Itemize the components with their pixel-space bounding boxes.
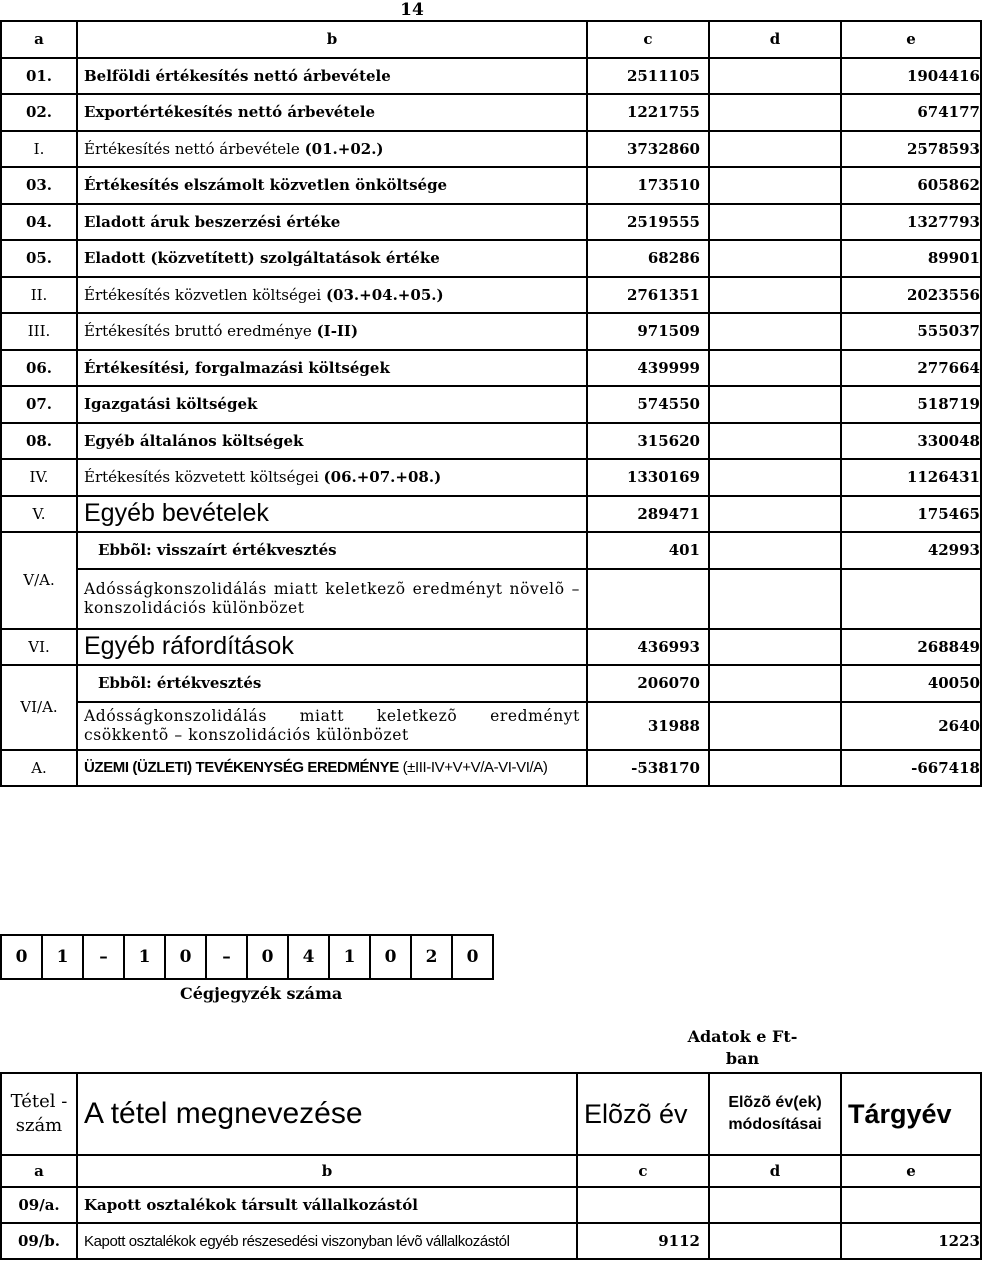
- row-value-d: [709, 532, 841, 569]
- row-value-e: [841, 569, 981, 629]
- registry-digit: –: [83, 935, 124, 979]
- row-value-c: [587, 569, 709, 629]
- row-formula: (01.+02.): [304, 139, 384, 158]
- row-value-d: [709, 459, 841, 496]
- column-header-row: [1, 1155, 981, 1187]
- header-c: c: [577, 1155, 709, 1187]
- row-label-text: Értékesítés közvetlen költségei: [84, 285, 322, 304]
- table-row: [1, 240, 981, 277]
- row-value-c: 2761351: [587, 277, 709, 314]
- header-b: b: [77, 21, 587, 58]
- row-value-e: 605862: [841, 167, 981, 204]
- row-code: 03.: [1, 167, 77, 204]
- row-value-e: 268849: [841, 629, 981, 666]
- row-value-c: 574550: [587, 386, 709, 423]
- table-row: [1, 1187, 981, 1223]
- row-label: Kapott osztalékok egyéb részesedési viszonyban lévõ vállalkozástól: [77, 1223, 577, 1259]
- row-code: 09/a.: [1, 1187, 77, 1223]
- row-value-e: 175465: [841, 496, 981, 533]
- title-item-number: Tétel - szám: [1, 1073, 77, 1155]
- row-value-e: 40050: [841, 665, 981, 702]
- row-formula: (06.+07.+08.): [323, 468, 442, 487]
- row-value-c: 206070: [587, 665, 709, 702]
- table-row: [1, 532, 981, 569]
- row-value-e: 1223: [841, 1223, 981, 1259]
- row-value-e: 518719: [841, 386, 981, 423]
- registry-digit: 0: [1, 935, 42, 979]
- row-value-e: 2023556: [841, 277, 981, 314]
- row-code: V.: [1, 496, 77, 533]
- table-row: [1, 665, 981, 702]
- header-b: b: [77, 1155, 577, 1187]
- row-value-e: 330048: [841, 423, 981, 460]
- row-value-c: 2519555: [587, 204, 709, 241]
- table-row: [1, 750, 981, 787]
- row-value-c: 289471: [587, 496, 709, 533]
- row-value-d: [709, 167, 841, 204]
- row-value-d: [709, 204, 841, 241]
- registry-digit: 2: [411, 935, 452, 979]
- row-value-c: 68286: [587, 240, 709, 277]
- title-row: [1, 1073, 981, 1155]
- row-value-d: [709, 569, 841, 629]
- row-value-c: 1330169: [587, 459, 709, 496]
- row-code: III.: [1, 313, 77, 350]
- row-code: I.: [1, 131, 77, 168]
- row-value-e: 674177: [841, 94, 981, 131]
- row-label: Értékesítés elszámolt közvetlen önköltsége: [77, 167, 587, 204]
- unit-note: Adatok e Ft-ban: [687, 1027, 798, 1068]
- row-value-d: [709, 94, 841, 131]
- table-row: [1, 496, 981, 533]
- row-value-c: 436993: [587, 629, 709, 666]
- table-row: [1, 459, 981, 496]
- table-row: [1, 131, 981, 168]
- row-label: Exportértékesítés nettó árbevétele: [77, 94, 587, 131]
- company-registry-number: [0, 934, 494, 980]
- row-formula: (03.+04.+05.): [325, 285, 444, 304]
- row-label: Belföldi értékesítés nettó árbevétele: [77, 58, 587, 95]
- registry-digit: 4: [288, 935, 329, 979]
- row-value-d: [709, 131, 841, 168]
- row-label: Egyéb ráfordítások: [77, 629, 587, 666]
- row-label: Egyéb általános költségek: [77, 423, 587, 460]
- row-value-e: 2578593: [841, 131, 981, 168]
- row-label-text: Értékesítés közvetett költségei: [84, 468, 319, 487]
- row-formula: (I-II): [316, 322, 359, 341]
- row-code: A.: [1, 750, 77, 787]
- title-previous-year-corrections: Elõzõ év(ek) módosításai: [709, 1073, 841, 1155]
- row-code: VI/A.: [1, 665, 77, 750]
- row-label-text: ÜZEMI (ÜZLETI) TEVÉKENYSÉG EREDMÉNYE: [84, 759, 399, 777]
- income-statement-table: [0, 20, 982, 787]
- table-row: [1, 94, 981, 131]
- row-value-e: 42993: [841, 532, 981, 569]
- dividends-table: [0, 1072, 982, 1260]
- row-label: Igazgatási költségek: [77, 386, 587, 423]
- row-value-d: [709, 1223, 841, 1259]
- row-value-e: 1904416: [841, 58, 981, 95]
- table-row: [1, 204, 981, 241]
- row-value-e: 555037: [841, 313, 981, 350]
- header-a: a: [1, 21, 77, 58]
- table-row: [1, 423, 981, 460]
- row-code: 01.: [1, 58, 77, 95]
- row-value-d: [709, 277, 841, 314]
- table-row: [1, 277, 981, 314]
- row-value-c: 3732860: [587, 131, 709, 168]
- row-label: Adósságkonszolidálás miatt keletkezõ eredményt növelõ – konszolidációs különbözet: [77, 569, 587, 629]
- row-code: 02.: [1, 94, 77, 131]
- row-label-text: Értékesítés bruttó eredménye: [84, 322, 312, 341]
- table-row: [1, 313, 981, 350]
- table-row: [1, 58, 981, 95]
- row-code: 08.: [1, 423, 77, 460]
- row-label: [77, 313, 587, 350]
- row-code: IV.: [1, 459, 77, 496]
- row-code: V/A.: [1, 532, 77, 629]
- row-value-c: 9112: [577, 1223, 709, 1259]
- row-value-d: [709, 350, 841, 387]
- row-label: Eladott (közvetített) szolgáltatások értéke: [77, 240, 587, 277]
- row-value-d: [709, 496, 841, 533]
- row-value-d: [709, 665, 841, 702]
- row-value-c: -538170: [587, 750, 709, 787]
- registry-digit: 1: [329, 935, 370, 979]
- row-value-d: [709, 313, 841, 350]
- header-a: a: [1, 1155, 77, 1187]
- header-d: d: [709, 21, 841, 58]
- row-value-e: 2640: [841, 702, 981, 750]
- table-row: [1, 386, 981, 423]
- registry-digit: 1: [124, 935, 165, 979]
- header-e: e: [841, 21, 981, 58]
- row-value-c: 31988: [587, 702, 709, 750]
- row-value-e: [841, 1187, 981, 1223]
- row-value-e: 1126431: [841, 459, 981, 496]
- row-code: 04.: [1, 204, 77, 241]
- row-value-d: [709, 702, 841, 750]
- row-label: [77, 131, 587, 168]
- table-row: [1, 1223, 981, 1259]
- row-value-c: 971509: [587, 313, 709, 350]
- row-value-c: 439999: [587, 350, 709, 387]
- registry-digit: 0: [247, 935, 288, 979]
- row-value-c: 401: [587, 532, 709, 569]
- table-row: [1, 629, 981, 666]
- row-code: 06.: [1, 350, 77, 387]
- row-formula: (±III-IV+V+V/A-VI-VI/A): [402, 759, 548, 777]
- row-value-e: 277664: [841, 350, 981, 387]
- header-d: d: [709, 1155, 841, 1187]
- header-e: e: [841, 1155, 981, 1187]
- row-code: 09/b.: [1, 1223, 77, 1259]
- row-value-e: -667418: [841, 750, 981, 787]
- page-number: 14: [400, 0, 424, 20]
- row-label: [77, 750, 587, 787]
- row-value-d: [709, 750, 841, 787]
- table-row: [1, 702, 981, 750]
- row-value-d: [709, 423, 841, 460]
- row-value-c: 315620: [587, 423, 709, 460]
- table-row: [1, 569, 981, 629]
- row-code: 05.: [1, 240, 77, 277]
- row-value-d: [709, 58, 841, 95]
- title-previous-year: Elõzõ év: [577, 1073, 709, 1155]
- registry-digit: 0: [165, 935, 206, 979]
- title-item-name: A tétel megnevezése: [77, 1073, 577, 1155]
- row-value-c: 1221755: [587, 94, 709, 131]
- row-label: [77, 277, 587, 314]
- row-label: Adósságkonszolidálás miatt keletkezõ eredményt csökkentõ – konszolidációs különbözet: [77, 702, 587, 750]
- row-label: Eladott áruk beszerzési értéke: [77, 204, 587, 241]
- column-header-row: [1, 21, 981, 58]
- table-row: [1, 350, 981, 387]
- header-c: c: [587, 21, 709, 58]
- registry-digit: –: [206, 935, 247, 979]
- table-row: [1, 167, 981, 204]
- row-code: II.: [1, 277, 77, 314]
- row-code: VI.: [1, 629, 77, 666]
- row-value-c: 2511105: [587, 58, 709, 95]
- row-value-e: 1327793: [841, 204, 981, 241]
- row-label: Ebbõl: értékvesztés: [77, 665, 587, 702]
- row-label: Kapott osztalékok társult vállalkozástól: [77, 1187, 577, 1223]
- row-label-text: Értékesítés nettó árbevétele: [84, 139, 300, 158]
- title-current-year: Tárgyév: [841, 1073, 981, 1155]
- row-label: [77, 459, 587, 496]
- row-value-c: [577, 1187, 709, 1223]
- row-value-d: [709, 386, 841, 423]
- registry-digit: 0: [452, 935, 493, 979]
- row-value-d: [709, 240, 841, 277]
- row-value-c: 173510: [587, 167, 709, 204]
- row-code: 07.: [1, 386, 77, 423]
- row-label: Egyéb bevételek: [77, 496, 587, 533]
- row-label: Értékesítési, forgalmazási költségek: [77, 350, 587, 387]
- registry-label: Cégjegyzék száma: [180, 984, 343, 1003]
- row-label: Ebbõl: visszaírt értékvesztés: [77, 532, 587, 569]
- registry-digit: 1: [42, 935, 83, 979]
- row-value-d: [709, 629, 841, 666]
- row-value-e: 89901: [841, 240, 981, 277]
- registry-digit: 0: [370, 935, 411, 979]
- row-value-d: [709, 1187, 841, 1223]
